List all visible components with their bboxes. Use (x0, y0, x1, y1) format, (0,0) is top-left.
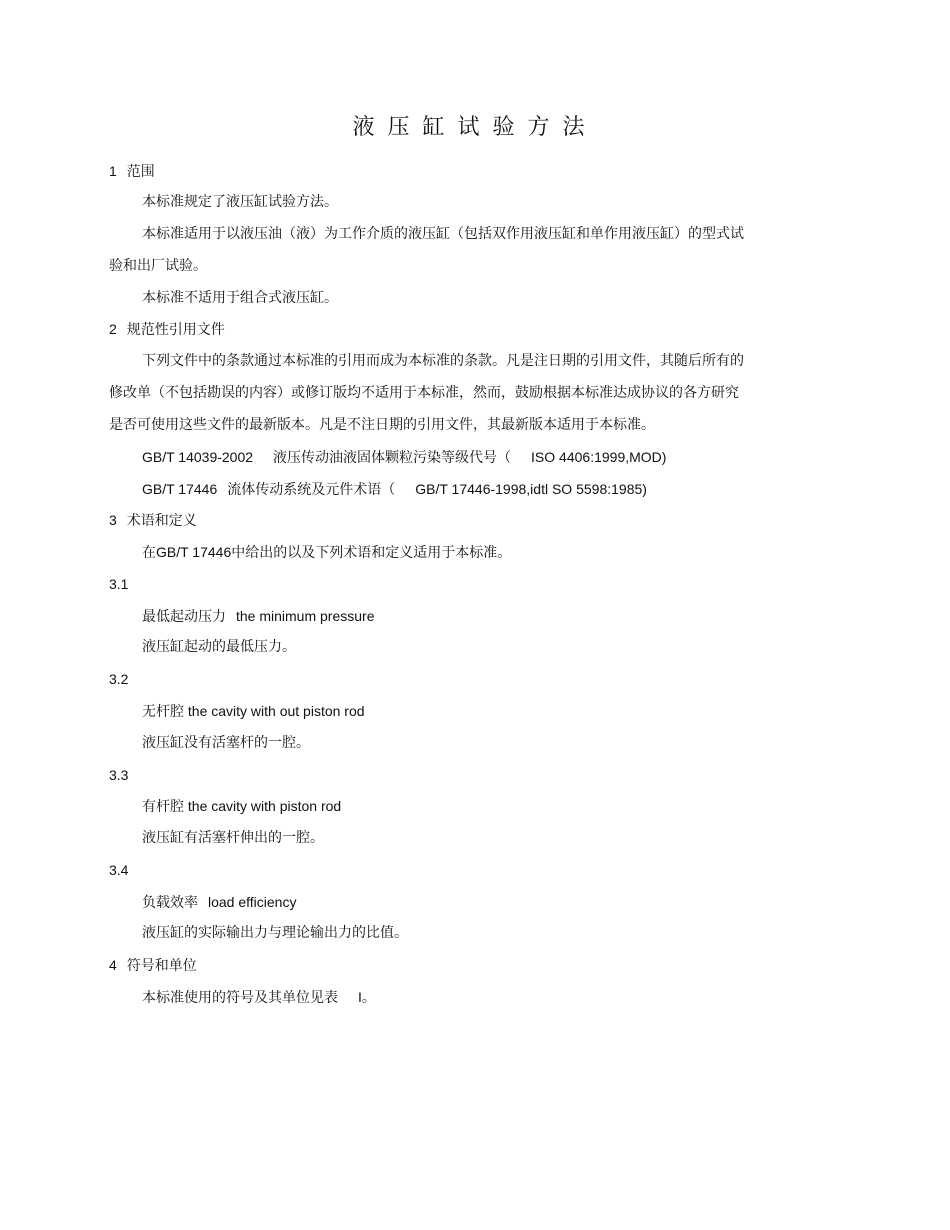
paragraph: 本标准规定了液压缸试验方法。 (142, 194, 338, 210)
section-number: 4 (109, 957, 117, 973)
standard-code: GB/T 17446 (156, 544, 232, 560)
paragraph (142, 988, 376, 1007)
term-number: 3.4 (109, 862, 129, 878)
section-4-heading (109, 956, 197, 975)
paragraph: 本标准适用于以液压油（液）为工作介质的液压缸（包括双作用液压缸和单作用液压缸）的型式试 (142, 226, 744, 242)
section-3-heading (109, 511, 197, 530)
reference-title: 流体传动系统及元件术语（ (227, 482, 396, 498)
term-heading (142, 607, 375, 626)
section-title: 范围 (126, 164, 155, 180)
term-zh: 最低起动压力 (142, 609, 226, 625)
section-title: 术语和定义 (126, 513, 197, 529)
term-heading (142, 702, 365, 721)
text-span: 中给出的以及下列术语和定义适用于本标准。 (231, 545, 512, 561)
section-number: 3 (109, 512, 117, 528)
term-definition: 液压缸的实际输出力与理论输出力的比值。 (142, 925, 408, 941)
term-zh: 负载效率 (142, 895, 198, 911)
term-heading (142, 893, 296, 912)
section-1-heading (109, 162, 155, 181)
paragraph: 修改单（不包括勘误的内容）或修订版均不适用于本标准，然而，鼓励根据本标准达成协议的各方研究 (109, 385, 739, 401)
text-span: 本标准使用的符号及其单位见表 (142, 990, 338, 1006)
paragraph (142, 543, 511, 562)
text-span: 在 (142, 545, 156, 561)
term-en: the minimum pressure (236, 608, 375, 624)
section-title: 规范性引用文件 (126, 322, 225, 338)
page-title: 液压缸试验方法 (352, 115, 598, 140)
term-en (184, 703, 365, 719)
term-definition: 液压缸没有活塞杆的一腔。 (142, 735, 310, 751)
reference-item (142, 480, 647, 499)
paragraph: 本标准不适用于组合式液压缸。 (142, 290, 338, 306)
reference-equiv: GB/T 17446-1998,idtl SO 5598:1985) (415, 481, 647, 497)
section-number: 1 (109, 163, 117, 179)
section-title: 符号和单位 (126, 958, 197, 974)
reference-code: GB/T 17446 (142, 481, 218, 497)
table-reference: I (358, 989, 362, 1005)
term-en-text: the cavity with piston rod (187, 798, 342, 814)
paragraph: 是否可使用这些文件的最新版本。凡是不注日期的引用文件，其最新版本适用于本标准。 (109, 417, 655, 433)
term-definition: 液压缸有活塞杆伸出的一腔。 (142, 830, 324, 846)
paragraph: 下列文件中的条款通过本标准的引用而成为本标准的条款。凡是注日期的引用文件，其随后所有的 (142, 353, 744, 369)
section-number: 2 (109, 321, 117, 337)
reference-item (142, 448, 666, 467)
term-number: 3.2 (109, 671, 129, 687)
term-en (184, 798, 341, 814)
paragraph: 验和出厂试验。 (109, 258, 207, 274)
term-zh: 无杆腔 (142, 704, 184, 720)
term-heading (142, 797, 341, 816)
reference-code: GB/T 14039-2002 (142, 449, 254, 465)
section-2-heading (109, 320, 225, 339)
term-en: load efficiency (208, 894, 297, 910)
reference-title: 液压传动油液固体颗粒污染等级代号（ (273, 450, 512, 466)
term-number: 3.3 (109, 767, 129, 783)
term-en-text: the cavity with out piston rod (187, 703, 365, 719)
term-definition: 液压缸起动的最低压力。 (142, 639, 296, 655)
text-span: 。 (361, 990, 376, 1006)
reference-equiv: ISO 4406:1999,MOD) (531, 449, 667, 465)
term-number: 3.1 (109, 576, 129, 592)
term-zh: 有杆腔 (142, 799, 184, 815)
